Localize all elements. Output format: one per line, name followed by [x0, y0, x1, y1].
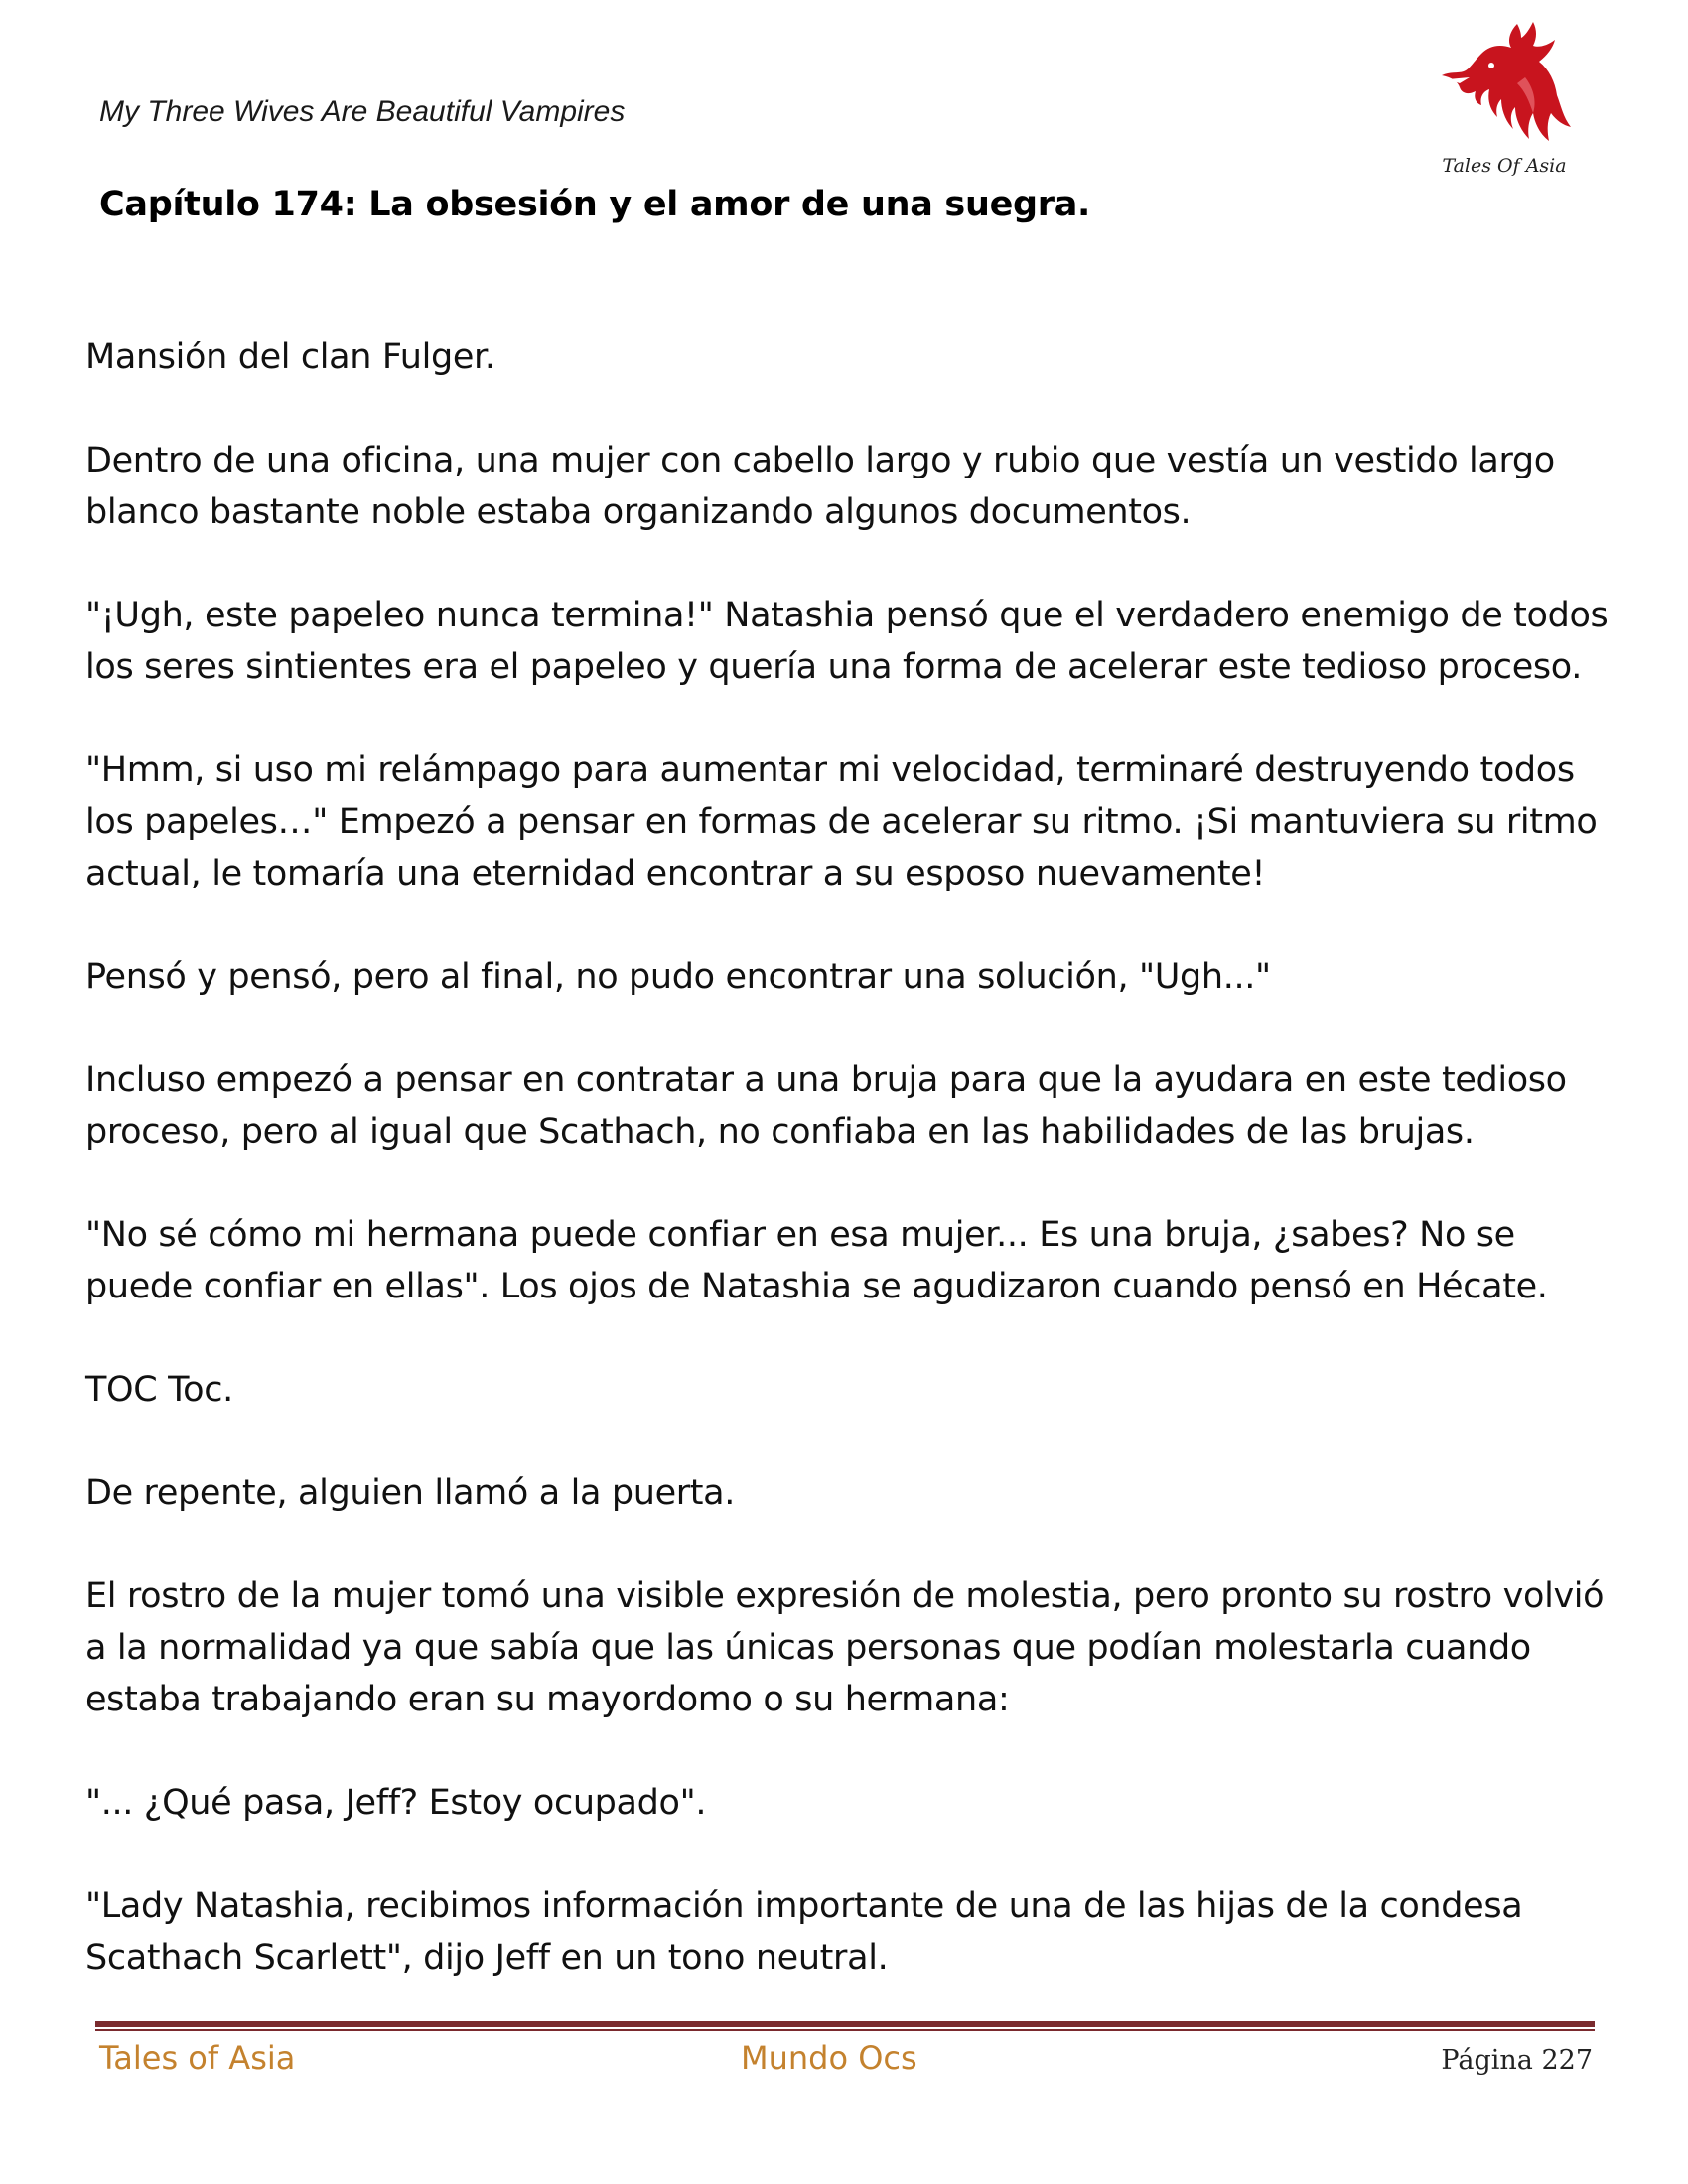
paragraph: TOC Toc. [85, 1370, 233, 1410]
paragraph: De repente, alguien llamó a la puerta. [85, 1473, 736, 1513]
footer-site-name: Tales of Asia [99, 2039, 296, 2077]
logo-caption: Tales Of Asia [1442, 155, 1567, 177]
paragraph: "No sé cómo mi hermana puede confiar en esa mujer... Es una bruja, ¿sabes? No se puede confiar en ellas". Los ojos de Natashia se agudizaron cuando pensó en Hécate. [85, 1215, 1548, 1306]
paragraph: Dentro de una oficina, una mujer con cabello largo y rubio que vestía un vestido largo blanco bastante noble estaba organizando algunos documentos. [85, 441, 1555, 532]
red-dragon-icon [1430, 18, 1579, 157]
paragraph: "Lady Natashia, recibimos información importante de una de las hijas de la condesa Scathach Scarlett", dijo Jeff en un tono neutral. [85, 1886, 1523, 1978]
page-number: Página 227 [1441, 2045, 1593, 2076]
site-logo [1430, 18, 1579, 187]
chapter-body [85, 332, 1615, 2035]
footer-section-name: Mundo Ocs [741, 2039, 917, 2077]
chapter-title: Capítulo 174: La obsesión y el amor de una suegra. [99, 185, 1091, 224]
paragraph: "... ¿Qué pasa, Jeff? Estoy ocupado". [85, 1783, 707, 1823]
paragraph: "¡Ugh, este papeleo nunca termina!" Natashia pensó que el verdadero enemigo de todos los seres sintientes era el papeleo y quería una forma de acelerar este tedioso proceso. [85, 596, 1609, 687]
paragraph: "Hmm, si uso mi relámpago para aumentar mi velocidad, terminaré destruyendo todos los papeles…" Empezó a pensar en formas de acelerar su ritmo. ¡Si mantuviera su ritmo actual, le tomaría una eternidad encontrar a su esposo nuevamente! [85, 751, 1598, 893]
paragraph: Mansión del clan Fulger. [85, 338, 495, 377]
paragraph: El rostro de la mujer tomó una visible expresión de molestia, pero pronto su rostro volvió a la normalidad ya que sabía que las únicas personas que podían molestarla cuando estaba trabajando eran su mayordomo o su hermana: [85, 1576, 1605, 1719]
paragraph: Pensó y pensó, pero al final, no pudo encontrar una solución, "Ugh..." [85, 957, 1271, 997]
paragraph: Incluso empezó a pensar en contratar a una bruja para que la ayudara en este tedioso proceso, pero al igual que Scathach, no confiaba en las habilidades de las brujas. [85, 1060, 1567, 1152]
footer-divider [95, 2021, 1595, 2031]
book-title: My Three Wives Are Beautiful Vampires [99, 95, 626, 128]
